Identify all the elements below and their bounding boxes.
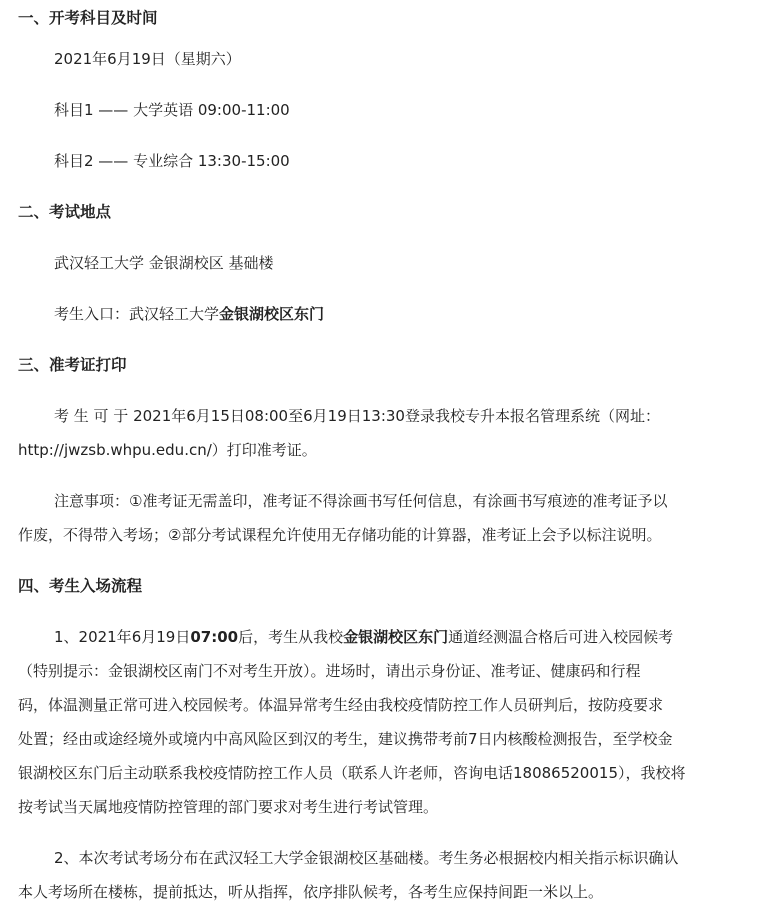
exam-entrance (54, 301, 774, 327)
section-heading: 四、考生入场流程 (18, 577, 143, 595)
paragraph-line: http://jwzsb.whpu.edu.cn/）打印准考证。 (18, 441, 317, 459)
paragraph-line: 处置；经由或途经境外或境内中高风险区到汉的考生，建议携带考前7日内核酸检测报告，至学校金 (18, 730, 673, 748)
paragraph-line: 作废，不得带入考场；②部分考试课程允许使用无存储功能的计算器，准考证上会予以标注说明。 (18, 526, 662, 544)
entry-time: 07:00 (190, 628, 239, 646)
paragraph-line: 按考试当天属地疫情防控管理的部门要求对考生进行考试管理。 (18, 798, 439, 816)
text-span: 通道经测温合格后可进入校园候考 (448, 628, 674, 646)
section-heading: 三、准考证打印 (18, 356, 127, 374)
paragraph-line: 银湖校区东门后主动联系我校疫情防控工作人员（联系人许老师，咨询电话18086520015），我校将 (18, 764, 686, 782)
section-heading: 二、考试地点 (18, 203, 112, 221)
exam-location: 武汉轻工大学 金银湖校区 基础楼 (54, 254, 274, 272)
paragraph-line: 注意事项：①准考证无需盖印，准考证不得涂画书写任何信息，有涂画书写痕迹的准考证予以 (54, 492, 668, 510)
entrance-prefix: 考生入口：武汉轻工大学 (54, 305, 220, 323)
text-span: 后，考生从我校 (238, 628, 344, 646)
paragraph-line: （特别提示：金银湖校区南门不对考生开放）。进场时，请出示身份证、准考证、健康码和行程 (18, 662, 641, 680)
paragraph-line: 本人考场所在楼栋，提前抵达，听从指挥，依序排队候考，各考生应保持间距一米以上。 (18, 883, 604, 901)
entrance-gate: 金银湖校区东门 (219, 305, 325, 323)
paragraph-line: 2、本次考试考场分布在武汉轻工大学金银湖校区基础楼。考生务必根据校内相关指示标识确认 (54, 849, 679, 867)
subject-2: 科目2 —— 专业综合 13:30-15:00 (54, 152, 290, 170)
paragraph-line: 考 生 可 于 2021年6月15日08:00至6月19日13:30登录我校专升本报名管理系统（网址： (54, 407, 660, 425)
subject-1: 科目1 —— 大学英语 09:00-11:00 (54, 101, 290, 119)
paragraph-line (54, 624, 774, 650)
exam-date: 2021年6月19日（星期六） (54, 50, 241, 68)
paragraph-line: 码，体温测量正常可进入校园候考。体温异常考生经由我校疫情防控工作人员研判后，按防疫要求 (18, 696, 664, 714)
entry-gate: 金银湖校区东门 (343, 628, 449, 646)
section-heading: 一、开考科目及时间 (18, 9, 158, 27)
text-span: 1、2021年6月19日 (54, 628, 191, 646)
